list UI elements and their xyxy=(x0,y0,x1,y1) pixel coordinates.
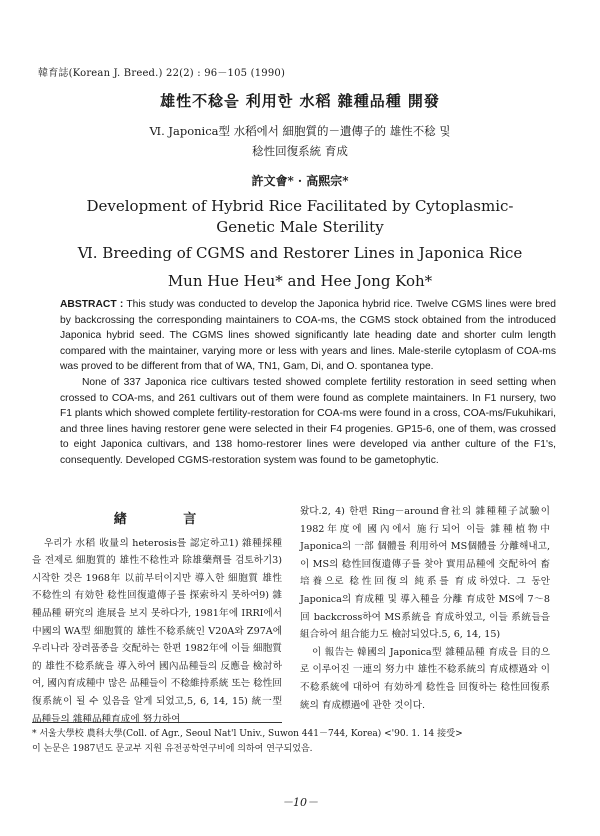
introduction-paragraph-2: 이 報告는 韓國의 Japonica型 雜種品種 育成을 目的으로 이루어진 一連의 努力中 雄性不稔系統의 育成標過와 이 不稔系統에 대하여 有効하게 稔性을 回復하는 稔性回復系統의 育成標過에 관한 것이다. xyxy=(300,646,550,711)
english-subtitle: Ⅵ. Breeding of CGMS and Restorer Lines in Japonica Rice xyxy=(77,244,523,262)
english-authors: Mun Hue Heu* and Hee Jong Koh* xyxy=(167,272,433,290)
abstract-paragraph-2: None of 337 Japonica rice cultivars tested showed complete fertility restoration in seed setting when crossed to COA-ms, and 261 cultivars out of them were found as complete maintainers. In F1 nursery, two F1 plants which showed complete fertility-restoration for COA-ms were found in a cross, COA-ms/Fukuhikari, and three lines having restorer gene were selected in their F4 progenies. GP15-6, one of them, was crossed to eight Japonica cultivars, and 138 homo-restorer lines were developed via anther culture of the F1's, consequently. Developed CGMS-restoration system was found to be gametophytic. xyxy=(60,376,556,466)
journal-citation: 韓育誌(Korean J. Breed.) 22(2) : 96－105 (1990) xyxy=(38,68,286,79)
abstract-paragraph-1 xyxy=(60,297,556,375)
korean-authors: 許文會* · 高熙宗* xyxy=(251,174,349,188)
abstract-text-1: This study was conducted to develop the Japonica hybrid rice. Twelve CGMS lines were bred by backcrossing the corresponding maintainers to COA-ms, the CGMS stock obtained from the introduced Japonica hybrid seed. The CGMS lines showed significantly late heading date and shorter culm length compared with the maintainer, varying more or less with years and lines. Male-sterile cytoplasm of COA-ms was proved to be different from that of WA, TN1, Gam, Di, and O. spontanea type. xyxy=(60,299,556,373)
introduction-heading: 緖 言 xyxy=(113,512,223,527)
abstract-label: ABSTRACT : xyxy=(60,299,124,310)
introduction-paragraph-1: 우리가 水稻 收量의 heterosis를 認定하고1) 雜種採種을 전제로 細胞質的 雄性不稔性과 除雄藥劑를 검토하기3) 시작한 것은 1968年 以前부터이지만 導入한 細胞質 雄性不稔性의 有効한 稔性回復遺傳子를 探索하지 못하여9) 雜種品種 硏究의 進展을 보지 못하다가, 1981年에 IRRI에서 中國의 WA型 細胞質的 雄性不稔系統인 V20A와 Z97A에 우리나라 장려품종을 交配하는 한편 1982年에 이들 細胞質的 雄性不稔系統을 導入하여 國內品種들의 反應을 檢討하여, 國內育成種中 많은 品種들이 不稔維持系統 또는 稔性回復系統이 될 수 있음을 알게 되었고,5, 6, 14, 15) 統一型 品種들의 雜種品種育成에 努力하여 xyxy=(32,537,282,725)
footnotes xyxy=(32,727,572,756)
abstract xyxy=(60,297,556,469)
body-left-column xyxy=(32,503,282,728)
introduction-paragraph-1-continued: 왔다.2, 4) 한편 Ring－around會社의 雜種種子試驗이 1982年度에 國內에서 施行되어 이들 雜種植物中 Japonica의 一部 個體를 利用하여 MS個體를 分離해내고, 이 MS의 稔性回復遺傳子를 찾아 實用品種에 交配하여 畜培養으로 稔性回復의 純系를 育成하였다. 그 동안 Japonica의 育成種 및 導入種을 分離 育成한 MS에 7～8回 backcross하여 MS系統을 育成하였고, 이들 系統들을 組合하여 組合能力도 檢討되었다.5, 6, 14, 15) xyxy=(300,506,550,641)
footnote-funding: 이 논문은 1987년도 문교부 지원 유전공학연구비에 의하여 연구되었음. xyxy=(32,743,313,754)
korean-subtitle-line-2: 稔性回復系統 育成 xyxy=(252,144,348,158)
page-number: －10－ xyxy=(282,796,318,809)
body-right-column xyxy=(300,503,550,714)
english-title: Development of Hybrid Rice Facilitated by Cytoplasmic-Genetic Male Sterility xyxy=(86,197,514,236)
korean-subtitle-line-1: Ⅵ. Japonica型 水稻에서 細胞質的－遺傳子的 雄性不稔 및 xyxy=(149,124,451,138)
footnote-affiliation: * 서울大學校 農科大學(Coll. of Agr., Seoul Nat'l Univ., Suwon 441－744, Korea) <'90. 1. 14 接受> xyxy=(32,729,463,739)
korean-title: 雄性不稔을 利用한 水稻 雜種品種 開發 xyxy=(160,92,440,110)
footnote-divider xyxy=(32,722,282,723)
